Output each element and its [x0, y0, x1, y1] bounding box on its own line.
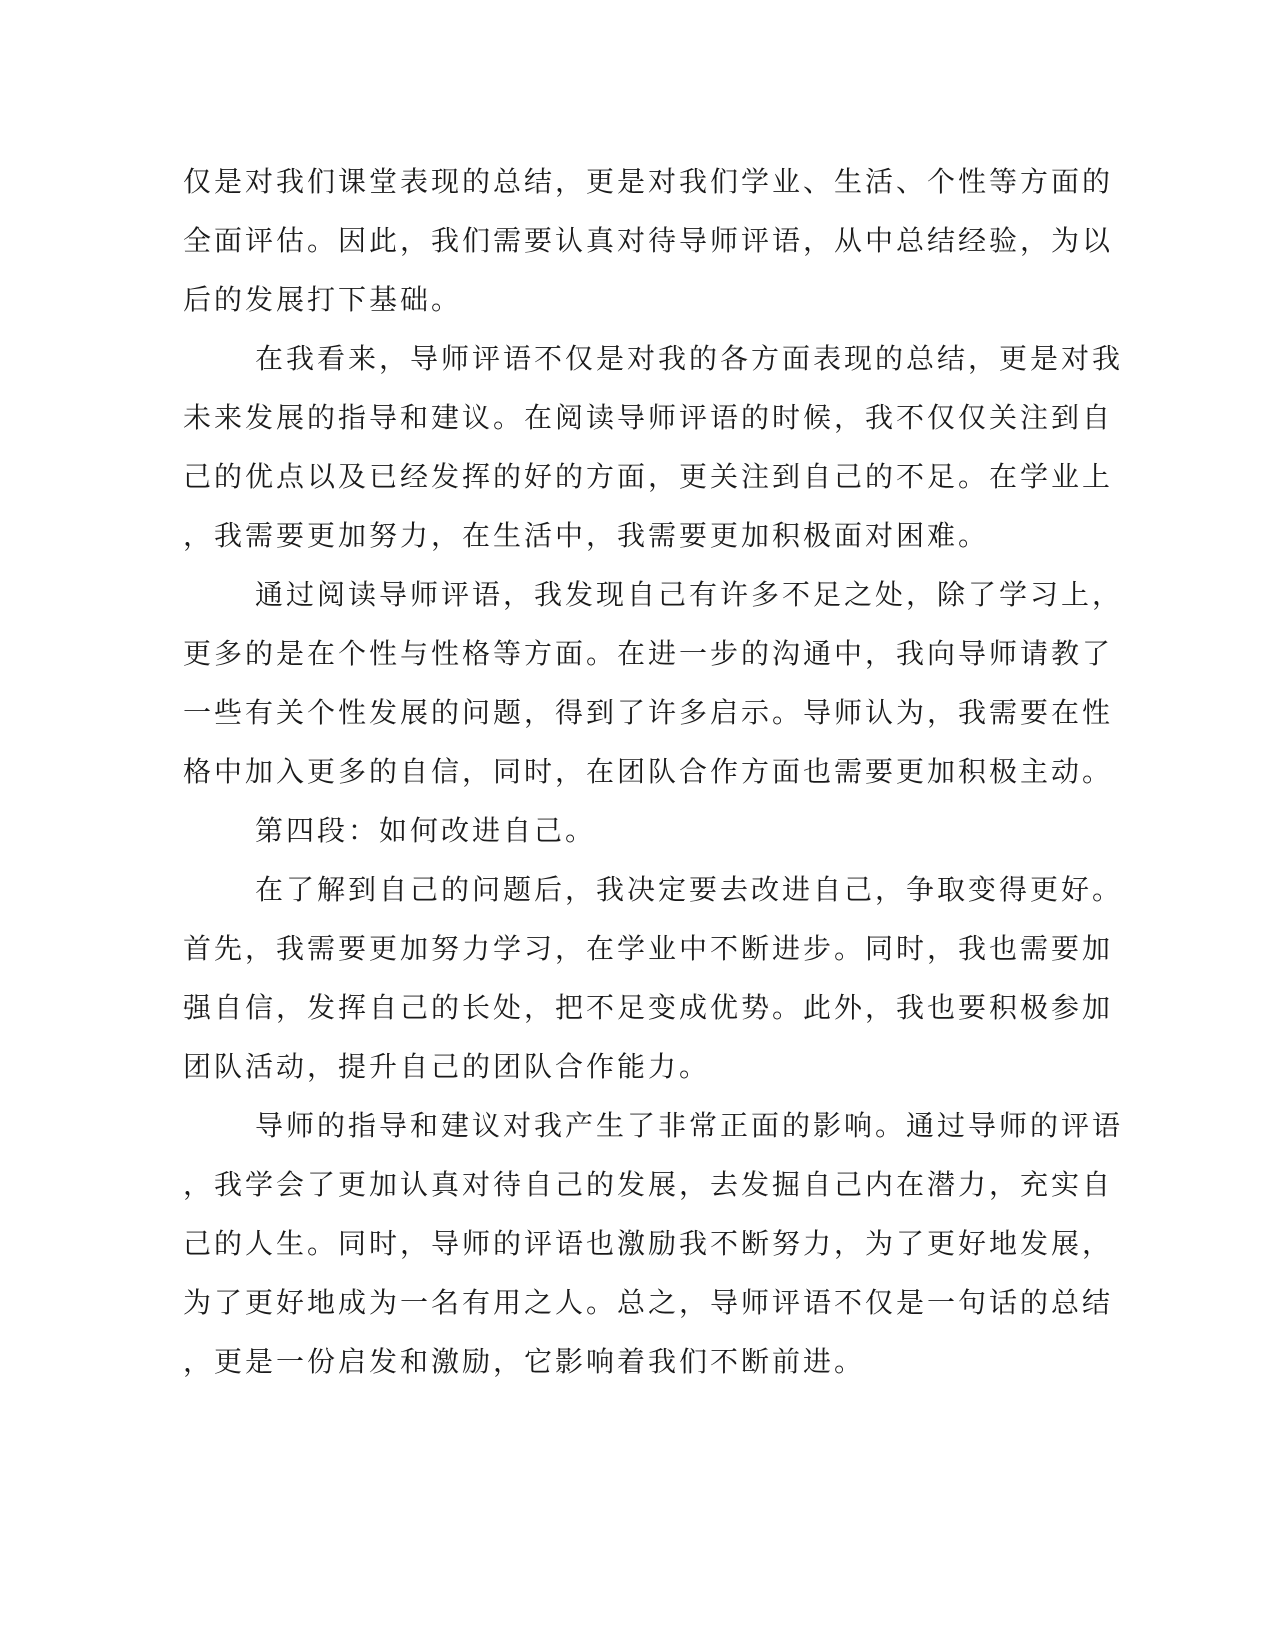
text-line: 首先，我需要更加努力学习，在学业中不断进步。同时，我也需要加	[183, 932, 1114, 965]
text-line: 己的优点以及已经发挥的好的方面，更关注到自己的不足。在学业上	[183, 460, 1114, 493]
text-line: ，我需要更加努力，在生活中，我需要更加积极面对困难。	[183, 519, 990, 552]
text-line: 仅是对我们课堂表现的总结，更是对我们学业、生活、个性等方面的	[183, 165, 1114, 198]
text-line: 为了更好地成为一名有用之人。总之，导师评语不仅是一句话的总结	[183, 1286, 1114, 1319]
text-line: 更多的是在个性与性格等方面。在进一步的沟通中，我向导师请教了	[183, 637, 1114, 670]
text-line: 一些有关个性发展的问题，得到了许多启示。导师认为，我需要在性	[183, 696, 1114, 729]
text-line: 团队活动，提升自己的团队合作能力。	[183, 1050, 711, 1083]
text-line: 己的人生。同时，导师的评语也激励我不断努力，为了更好地发展，	[183, 1227, 1114, 1260]
paragraph-first-line: 通过阅读导师评语，我发现自己有许多不足之处，除了学习上，	[255, 578, 1124, 611]
paragraph-first-line: 在我看来，导师评语不仅是对我的各方面表现的总结，更是对我	[255, 342, 1124, 375]
paragraph-first-line: 导师的指导和建议对我产生了非常正面的影响。通过导师的评语	[255, 1109, 1124, 1142]
text-line: 强自信，发挥自己的长处，把不足变成优势。此外，我也要积极参加	[183, 991, 1114, 1024]
document-body	[183, 152, 1124, 1391]
text-line: 格中加入更多的自信，同时，在团队合作方面也需要更加积极主动。	[183, 755, 1114, 788]
section-heading: 第四段：如何改进自己。	[255, 814, 597, 847]
paragraph-first-line: 在了解到自己的问题后，我决定要去改进自己，争取变得更好。	[255, 873, 1124, 906]
text-line: 全面评估。因此，我们需要认真对待导师评语，从中总结经验，为以	[183, 224, 1114, 257]
text-line: ，我学会了更加认真对待自己的发展，去发掘自己内在潜力，充实自	[183, 1168, 1114, 1201]
text-line: 后的发展打下基础。	[183, 283, 463, 316]
text-line: 未来发展的指导和建议。在阅读导师评语的时候，我不仅仅关注到自	[183, 401, 1114, 434]
text-line: ，更是一份启发和激励，它影响着我们不断前进。	[183, 1345, 866, 1378]
